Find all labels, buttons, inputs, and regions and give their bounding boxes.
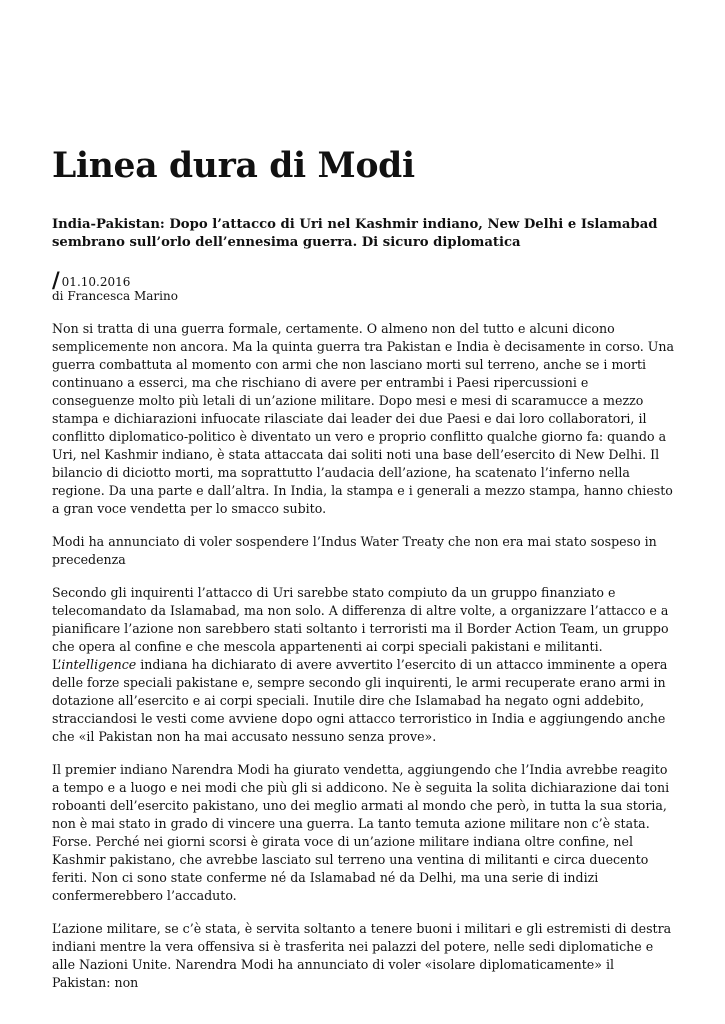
article-subtitle: India-Pakistan: Dopo l’attacco di Uri nel Kashmir indiano, New Delhi e Islamabad sembrano sull’orlo dell’ennesima guerra. Di sicuro diplomatica bbox=[52, 217, 658, 250]
date-row bbox=[52, 267, 178, 292]
article-body bbox=[52, 320, 674, 1007]
article-meta bbox=[52, 267, 178, 303]
paragraph: Il premier indiano Narendra Modi ha giurato vendetta, aggiungendo che l’India avrebbe reagito a tempo e a luogo e nei modi che più gli si addicono. Ne è seguita la solita dichiarazione dai toni roboanti dell’esercito pakistano, uno dei meglio armati al mondo che però, in tutta la sua storia, non è mai stato in grado di vincere una guerra. La tanto temuta azione militare non c’è stata. Forse. Perché nei giorni scorsi è girata voce di un’azione militare indiana oltre confine, nel Kashmir pakistano, che avrebbe lasciato sul terreno una ventina di militanti e circa duecento feriti. Non ci sono state conferme né da Islamabad né da Delhi, ma una serie di indizi confermerebbero l’accaduto. bbox=[52, 762, 670, 903]
date-separator: / bbox=[52, 267, 60, 292]
paragraph-text: indiana ha dichiarato di avere avvertito l’esercito di un attacco imminente a opera delle forze speciali pakistane e, sempre secondo gli inquirenti, le armi recuperate erano armi in dotazione all’esercito e ai corpi speciali. Inutile dire che Islamabad ha negato ogni addebito, stracciandosi le vesti come avviene dopo ogni attacco terroristico in India e aggiungendo anche che «il Pakistan non ha mai accusato nessuno senza prove». bbox=[52, 657, 668, 744]
paragraph bbox=[52, 584, 674, 746]
paragraph: L’azione militare, se c’è stata, è servita soltanto a tenere buoni i militari e gli estremisti di destra indiani mentre la vera offensiva si è trasferita nei palazzi del potere, nelle sedi diplomatiche e alle Nazioni Unite. Narendra Modi ha annunciato di voler «isolare diplomaticamente» il Pakistan: non bbox=[52, 921, 672, 990]
paragraph: Modi ha annunciato di voler sospendere l’Indus Water Treaty che non era mai stato sospeso in precedenza bbox=[52, 534, 657, 567]
article-byline: di Francesca Marino bbox=[52, 289, 178, 303]
paragraph: Non si tratta di una guerra formale, certamente. O almeno non del tutto e alcuni dicono semplicemente non ancora. Ma la quinta guerra tra Pakistan e India è decisamente in corso. Una guerra combattuta al momento con armi che non lasciano morti sul terreno, anche se i morti continuano a esserci, ma che rischiano di avere per entrambi i Paesi ripercussioni e conseguenze molto più letali di un’azione militare. Dopo mesi e mesi di scaramucce a mezzo stampa e dichiarazioni infuocate rilasciate dai leader dei due Paesi e dai loro collaboratori, il conflitto diplomatico-politico è diventato un vero e proprio conflitto qualche giorno fa: quando a Uri, nel Kashmir indiano, è stata attaccata dai soliti noti una base dell’esercito di New Delhi. Il bilancio di diciotto morti, ma soprattutto l’audacia dell’azione, ha scatenato l’inferno nella regione. Da una parte e dall’altra. In India, la stampa e i generali a mezzo stampa, hanno chiesto a gran voce vendetta per lo smacco subito. bbox=[52, 321, 674, 516]
emphasis-text: intelligence bbox=[61, 657, 137, 672]
paragraph-text: Secondo gli inquirenti l’attacco di Uri sarebbe stato compiuto da un gruppo finanziato e telecomandato da Islamabad, ma non solo. A differenza di altre volte, a organizzare l’attacco e a pianificare l’azione non sarebbero stati soltanto i terroristi ma il Border Action Team, un gruppo che opera al confine e che mescola appartenenti ai corpi speciali pakistani e militanti. L’ bbox=[52, 585, 669, 672]
article-date: 01.10.2016 bbox=[61, 275, 131, 289]
article-title: Linea dura di Modi bbox=[52, 146, 415, 186]
